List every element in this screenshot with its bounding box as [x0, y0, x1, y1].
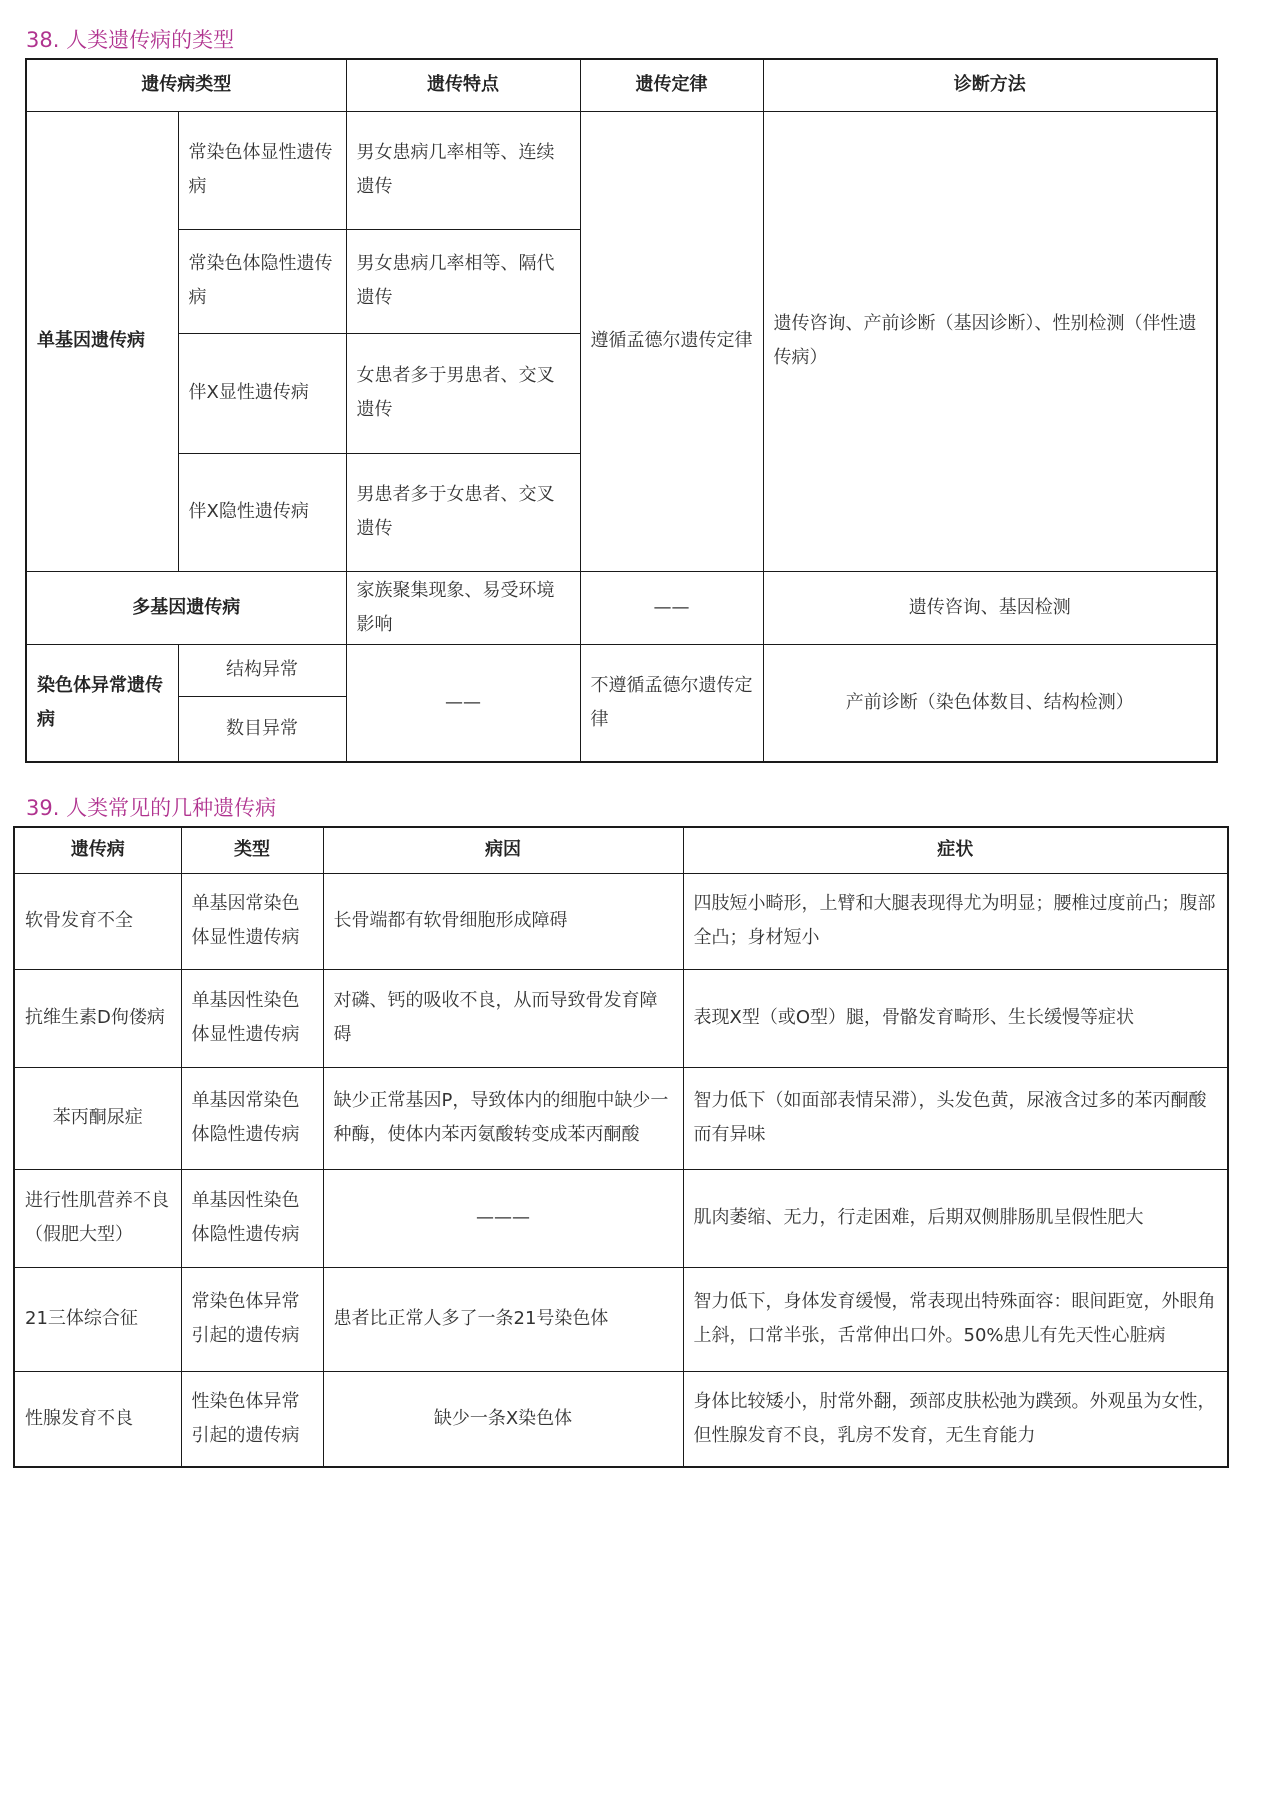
chromosome-subtype-number: 数目异常 — [178, 696, 346, 762]
chromosome-diagnosis: 产前诊断（染色体数目、结构检测） — [763, 644, 1217, 762]
feature-cell: 男患者多于女患者、交叉遗传 — [346, 453, 580, 571]
symptom-cell: 四肢短小畸形，上臂和大腿表现得尤为明显；腰椎过度前凸；腹部全凸；身材短小 — [683, 873, 1228, 969]
symptom-cell: 表现X型（或O型）腿，骨骼发育畸形、生长缓慢等症状 — [683, 969, 1228, 1067]
table-row — [14, 873, 1228, 969]
type-cell: 单基因常染色体显性遗传病 — [181, 873, 323, 969]
cause-cell: 患者比正常人多了一条21号染色体 — [323, 1267, 683, 1371]
cause-cell: 长骨端都有软骨细胞形成障碍 — [323, 873, 683, 969]
section-38-title: 38. 人类遗传病的类型 — [26, 28, 235, 52]
header-cause: 病因 — [323, 827, 683, 873]
chromosome-label: 染色体异常遗传病 — [26, 644, 178, 762]
header-disease: 遗传病 — [14, 827, 181, 873]
section-39-title: 39. 人类常见的几种遗传病 — [26, 796, 277, 820]
table-row — [26, 644, 1217, 696]
table-row — [14, 1371, 1228, 1467]
disease-cell: 性腺发育不良 — [14, 1371, 181, 1467]
subtype-cell: 常染色体隐性遗传病 — [178, 229, 346, 333]
disease-cell: 苯丙酮尿症 — [14, 1067, 181, 1169]
table-row — [26, 571, 1217, 644]
type-cell: 单基因常染色体隐性遗传病 — [181, 1067, 323, 1169]
header-disease-type: 遗传病类型 — [26, 59, 346, 111]
type-cell: 性染色体异常引起的遗传病 — [181, 1371, 323, 1467]
table-row — [26, 111, 1217, 229]
header-symptom: 症状 — [683, 827, 1228, 873]
single-gene-diagnosis: 遗传咨询、产前诊断（基因诊断）、性别检测（伴性遗传病） — [763, 111, 1217, 571]
symptom-cell: 智力低下（如面部表情呆滞），头发色黄，尿液含过多的苯丙酮酸而有异味 — [683, 1067, 1228, 1169]
cause-cell: 缺少一条X染色体 — [323, 1371, 683, 1467]
chromosome-feature: —— — [346, 644, 580, 762]
symptom-cell: 智力低下，身体发育缓慢，常表现出特殊面容：眼间距宽，外眼角上斜，口常半张，舌常伸出口外。50%患儿有先天性心脏病 — [683, 1267, 1228, 1371]
disease-cell: 软骨发育不全 — [14, 873, 181, 969]
single-gene-label: 单基因遗传病 — [26, 111, 178, 571]
symptom-cell: 肌肉萎缩、无力，行走困难，后期双侧腓肠肌呈假性肥大 — [683, 1169, 1228, 1267]
subtype-cell: 伴X显性遗传病 — [178, 333, 346, 453]
subtype-cell: 常染色体显性遗传病 — [178, 111, 346, 229]
feature-cell: 男女患病几率相等、连续遗传 — [346, 111, 580, 229]
type-cell: 单基因性染色体显性遗传病 — [181, 969, 323, 1067]
common-genetic-diseases-table — [13, 826, 1229, 1468]
disease-cell: 进行性肌营养不良（假肥大型） — [14, 1169, 181, 1267]
multi-gene-law: —— — [580, 571, 763, 644]
table-header-row — [14, 827, 1228, 873]
cause-cell: 对磷、钙的吸收不良，从而导致骨发育障碍 — [323, 969, 683, 1067]
feature-cell: 女患者多于男患者、交叉遗传 — [346, 333, 580, 453]
table-row — [14, 969, 1228, 1067]
multi-gene-diagnosis: 遗传咨询、基因检测 — [763, 571, 1217, 644]
table-row — [14, 1067, 1228, 1169]
header-feature: 遗传特点 — [346, 59, 580, 111]
feature-cell: 男女患病几率相等、隔代遗传 — [346, 229, 580, 333]
single-gene-law: 遵循孟德尔遗传定律 — [580, 111, 763, 571]
type-cell: 单基因性染色体隐性遗传病 — [181, 1169, 323, 1267]
cause-cell: 缺少正常基因P，导致体内的细胞中缺少一种酶，使体内苯丙氨酸转变成苯丙酮酸 — [323, 1067, 683, 1169]
genetic-disease-types-table — [25, 58, 1218, 763]
symptom-cell: 身体比较矮小，肘常外翻，颈部皮肤松弛为蹼颈。外观虽为女性，但性腺发育不良，乳房不发育，无生育能力 — [683, 1371, 1228, 1467]
header-diagnosis: 诊断方法 — [763, 59, 1217, 111]
type-cell: 常染色体异常引起的遗传病 — [181, 1267, 323, 1371]
header-type: 类型 — [181, 827, 323, 873]
cause-cell: ——— — [323, 1169, 683, 1267]
multi-gene-label: 多基因遗传病 — [26, 571, 346, 644]
table-header-row — [26, 59, 1217, 111]
disease-cell: 抗维生素D佝偻病 — [14, 969, 181, 1067]
multi-gene-feature: 家族聚集现象、易受环境影响 — [346, 571, 580, 644]
disease-cell: 21三体综合征 — [14, 1267, 181, 1371]
table-row — [14, 1267, 1228, 1371]
table-row — [14, 1169, 1228, 1267]
chromosome-subtype-structure: 结构异常 — [178, 644, 346, 696]
chromosome-law: 不遵循孟德尔遗传定律 — [580, 644, 763, 762]
header-law: 遗传定律 — [580, 59, 763, 111]
subtype-cell: 伴X隐性遗传病 — [178, 453, 346, 571]
